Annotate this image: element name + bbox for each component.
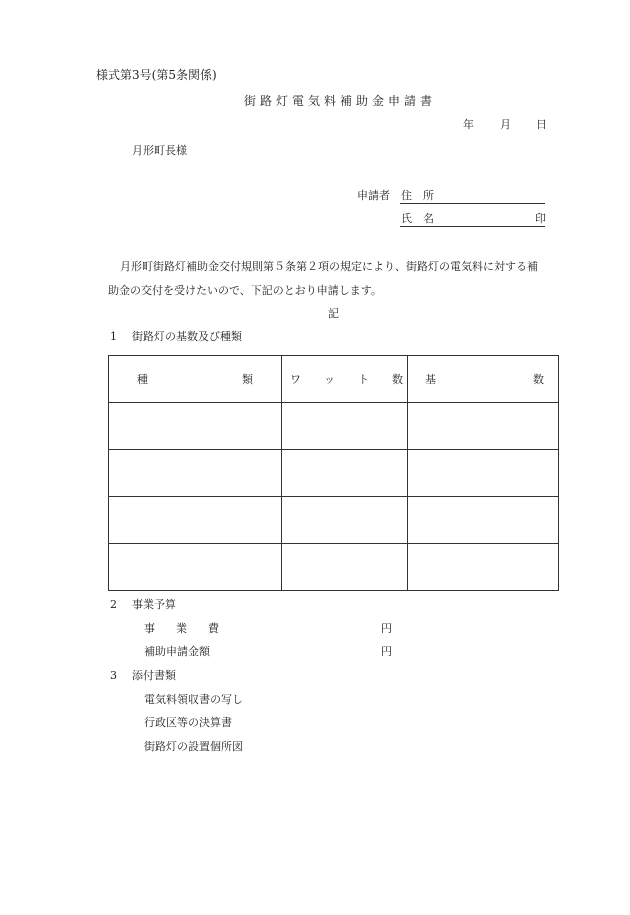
table-cell[interactable] [282,497,408,544]
date-day: 日 [536,118,547,131]
address-underline [400,203,545,204]
section1-number: 1 [110,330,117,343]
seal-mark: 印 [535,212,546,225]
attachment-item: 電気料領収書の写し [144,693,243,706]
table-cell[interactable] [282,450,408,497]
table-row [109,544,559,591]
table-header-row [109,356,559,403]
table-cell[interactable] [408,450,559,497]
ki-heading: 記 [328,307,339,320]
section1-title: 街路灯の基数及び種類 [132,330,242,343]
table-cell[interactable] [109,497,282,544]
header-type: 種 類 [109,356,282,403]
table-cell[interactable] [408,544,559,591]
table-cell[interactable] [109,450,282,497]
section2-title: 事業予算 [132,598,176,611]
attachment-item: 街路灯の設置個所図 [144,740,243,753]
header-watt: ワ ッ ト 数 [282,356,408,403]
section3-number: 3 [110,669,117,682]
address-label: 住 所 [401,189,434,202]
attachment-item: 行政区等の決算書 [144,716,232,729]
date-month: 月 [500,118,511,131]
document-title: 街路灯電気料補助金申請書 [244,94,437,108]
body-text-line2: 助金の交付を受けたいので、下記のとおり申請します。 [108,284,382,297]
table-row [109,450,559,497]
section3-title: 添付書類 [132,669,176,682]
form-number: 様式第3号(第5条関係) [96,68,217,82]
section2-number: 2 [110,598,117,611]
table-row [109,497,559,544]
table-cell[interactable] [408,403,559,450]
budget-project-cost-unit: 円 [381,622,392,635]
table-cell[interactable] [282,403,408,450]
streetlight-table [108,355,559,591]
applicant-label: 申請者 [357,189,390,202]
table-cell[interactable] [109,544,282,591]
table-cell[interactable] [282,544,408,591]
body-text-line1: 月形町街路灯補助金交付規則第５条第２項の規定により、街路灯の電気料に対する補 [120,260,538,273]
budget-subsidy-amount-unit: 円 [381,645,392,658]
table-row [109,403,559,450]
table-cell[interactable] [408,497,559,544]
header-count: 基 数 [408,356,559,403]
name-label: 氏 名 [401,212,434,225]
date-year: 年 [463,118,474,131]
addressee: 月形町長様 [132,144,187,157]
budget-subsidy-amount-label: 補助申請金額 [144,645,210,658]
name-underline [400,226,545,227]
table-cell[interactable] [109,403,282,450]
